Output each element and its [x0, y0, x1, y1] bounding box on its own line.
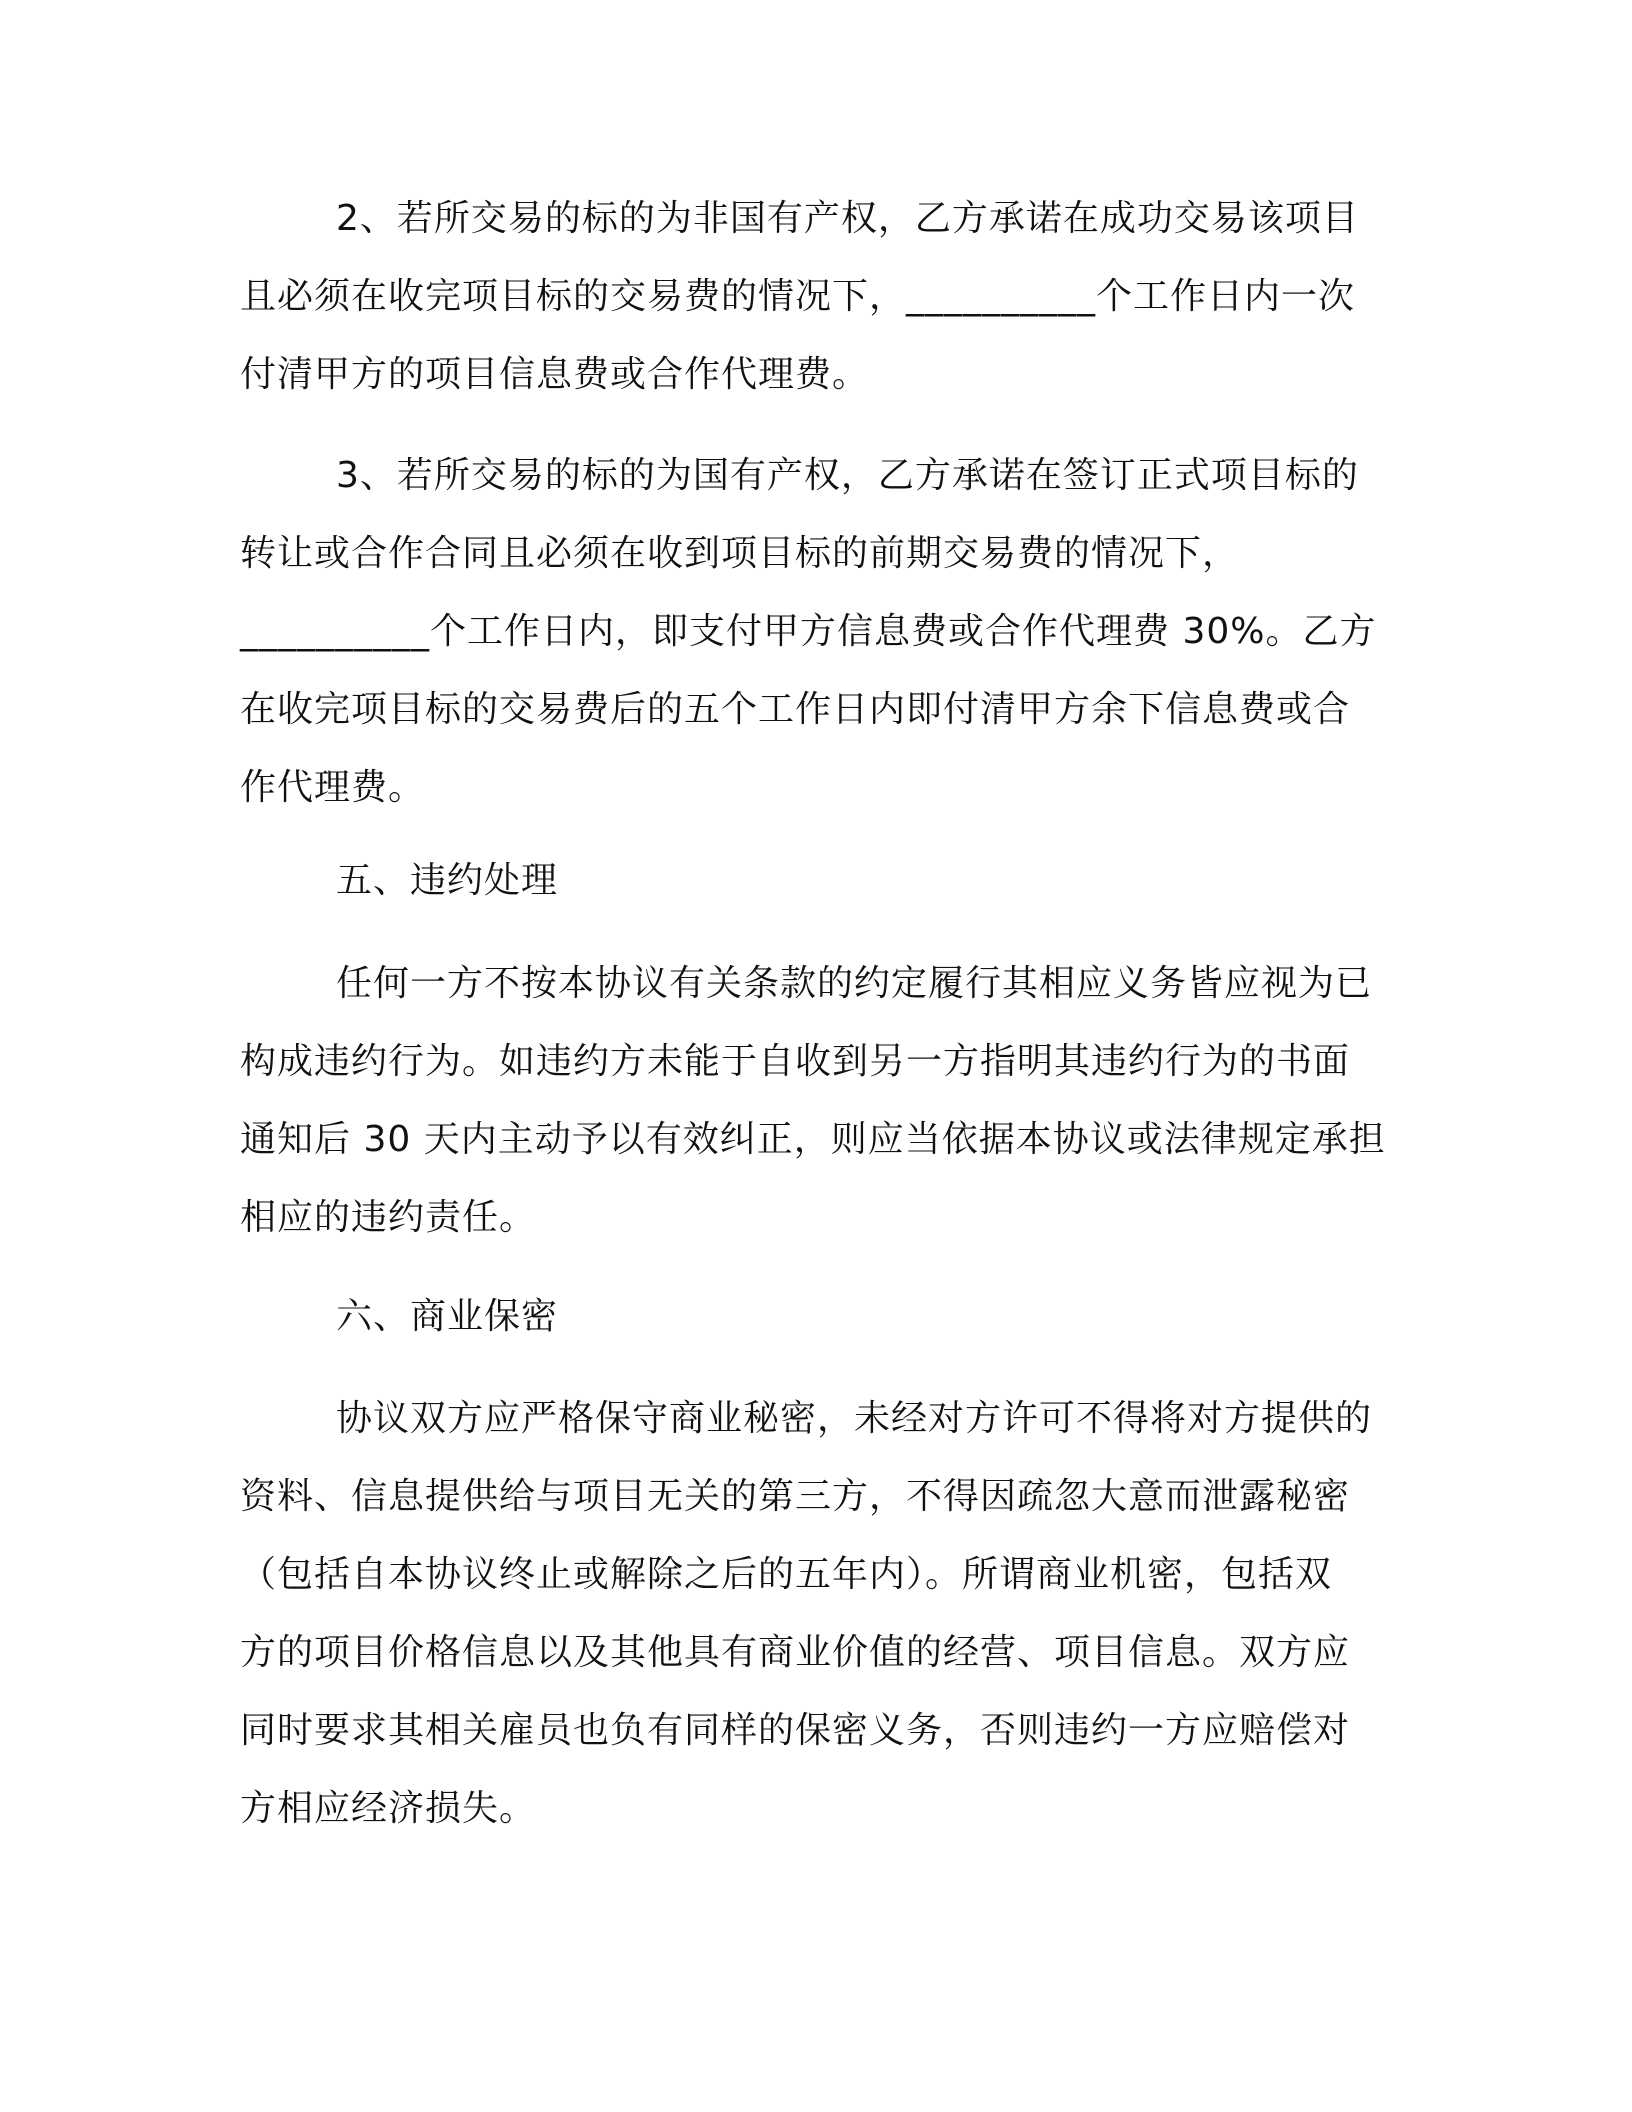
text-line: 3、若所交易的标的为国有产权，乙方承诺在签订正式项目标的 [336, 455, 1359, 496]
text-line: 资料、信息提供给与项目无关的第三方，不得因疏忽大意而泄露秘密 [240, 1476, 1351, 1517]
section-5-heading: 五、违约处理 [336, 860, 559, 901]
text-line: 构成违约行为。如违约方未能于自收到另一方指明其违约行为的书面 [240, 1041, 1351, 1082]
text-line: 通知后 30 天内主动予以有效纠正，则应当依据本协议或法律规定承担 [240, 1119, 1386, 1160]
section-5-paragraph [240, 945, 1386, 1257]
text-line: 作代理费。 [240, 767, 426, 808]
text-line: 且必须在收完项目标的交易费的情况下，__________个工作日内一次 [240, 276, 1356, 317]
text-line: 协议双方应严格保守商业秘密，未经对方许可不得将对方提供的 [336, 1398, 1373, 1439]
text-line: 转让或合作合同且必须在收到项目标的前期交易费的情况下， [240, 533, 1240, 574]
text-line: 相应的违约责任。 [240, 1197, 537, 1238]
clause-2-paragraph [240, 180, 1370, 414]
section-6-paragraph [240, 1380, 1373, 1848]
text-line: 在收完项目标的交易费后的五个工作日内即付清甲方余下信息费或合 [240, 689, 1351, 730]
text-line: （包括自本协议终止或解除之后的五年内）。所谓商业机密，包括双 [240, 1554, 1333, 1595]
clause-3-paragraph [240, 437, 1377, 827]
text-line: 方相应经济损失。 [240, 1788, 537, 1829]
text-line: 任何一方不按本协议有关条款的约定履行其相应义务皆应视为已 [336, 963, 1373, 1004]
text-line: __________个工作日内，即支付甲方信息费或合作代理费 30%。乙方 [240, 611, 1377, 652]
text-line: 同时要求其相关雇员也负有同样的保密义务，否则违约一方应赔偿对 [240, 1710, 1351, 1751]
text-line: 付清甲方的项目信息费或合作代理费。 [240, 354, 870, 395]
text-line: 方的项目价格信息以及其他具有商业价值的经营、项目信息。双方应 [240, 1632, 1351, 1673]
section-6-heading: 六、商业保密 [336, 1296, 559, 1337]
text-line: 2、若所交易的标的为非国有产权，乙方承诺在成功交易该项目 [336, 198, 1359, 239]
